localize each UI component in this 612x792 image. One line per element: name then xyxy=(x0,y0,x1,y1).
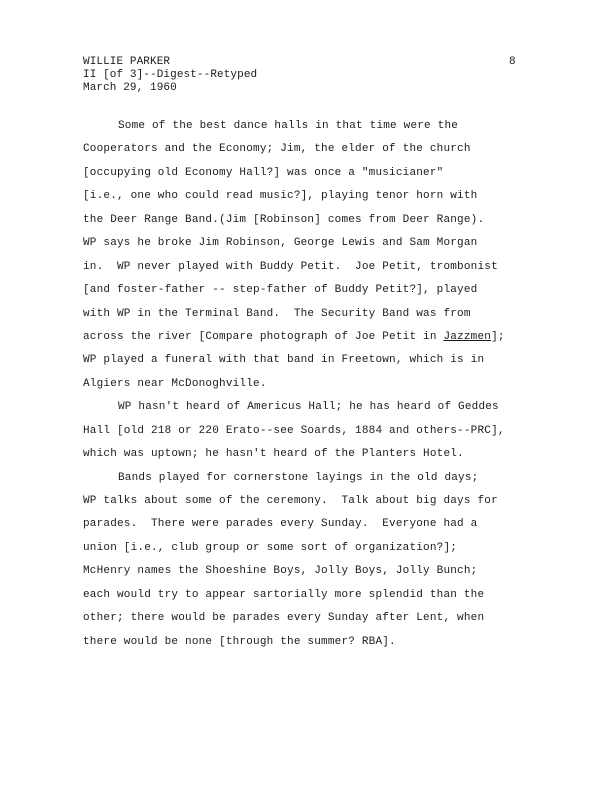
text-line-suffix: ]; xyxy=(491,330,505,343)
text-line: Bands played for cornerstone layings in the old days; xyxy=(118,471,479,484)
text-line-prefix: across the river [Compare photograph of Joe Petit in xyxy=(83,330,444,343)
text-line: Some of the best dance halls in that time were the xyxy=(118,120,459,132)
text-line: WP played a funeral with that band in Freetown, which is in xyxy=(83,354,485,367)
text-line: the Deer Range Band.(Jim [Robinson] comes from Deer Range). xyxy=(83,213,485,226)
text-line: [and foster-father -- step-father of Buddy Petit?], played xyxy=(83,284,478,297)
book-title: Jazzmen xyxy=(443,330,492,343)
text-line: WP hasn't heard of Americus Hall; he has heard of Geddes xyxy=(118,401,499,414)
text-line: parades. There were parades every Sunday. Everyone had a xyxy=(83,518,478,531)
text-line: [occupying old Economy Hall?] was once a "musicianer" xyxy=(83,166,444,179)
text-line: with WP in the Terminal Band. The Security Band was from xyxy=(83,307,471,320)
text-line: McHenry names the Shoeshine Boys, Jolly Boys, Jolly Bunch; xyxy=(83,565,478,578)
text-line: union [i.e., club group or some sort of organization?]; xyxy=(83,541,458,554)
text-line: there would be none [through the summer? RBA]. xyxy=(83,635,396,648)
text-line-with-title xyxy=(83,326,603,349)
interview-date: March 29, 1960 xyxy=(83,82,177,94)
document-header xyxy=(83,56,257,95)
text-line: WP says he broke Jim Robinson, George Lewis and Sam Morgan xyxy=(83,237,478,250)
text-line: WP talks about some of the ceremony. Talk about big days for xyxy=(83,495,498,507)
text-line: Hall [old 218 or 220 Erato--see Soards, 1884 and others--PRC], xyxy=(83,424,505,437)
reel-info: II [of 3]--Digest--Retyped xyxy=(83,69,258,81)
text-line: [i.e., one who could read music?], playing tenor horn with xyxy=(83,190,478,203)
text-line: which was uptown; he hasn't heard of the Planters Hotel. xyxy=(83,448,464,461)
transcript-body xyxy=(83,115,603,654)
text-line: Cooperators and the Economy; Jim, the elder of the church xyxy=(83,143,471,156)
text-line: other; there would be parades every Sunday after Lent, when xyxy=(83,612,485,625)
text-line: Algiers near McDonoghville. xyxy=(83,377,267,390)
text-line: in. WP never played with Buddy Petit. Joe Petit, trombonist xyxy=(83,260,498,273)
page-number: 8 xyxy=(509,56,516,68)
interviewee-name: WILLIE PARKER xyxy=(83,56,171,68)
text-line: each would try to appear sartorially more splendid than the xyxy=(83,588,485,601)
